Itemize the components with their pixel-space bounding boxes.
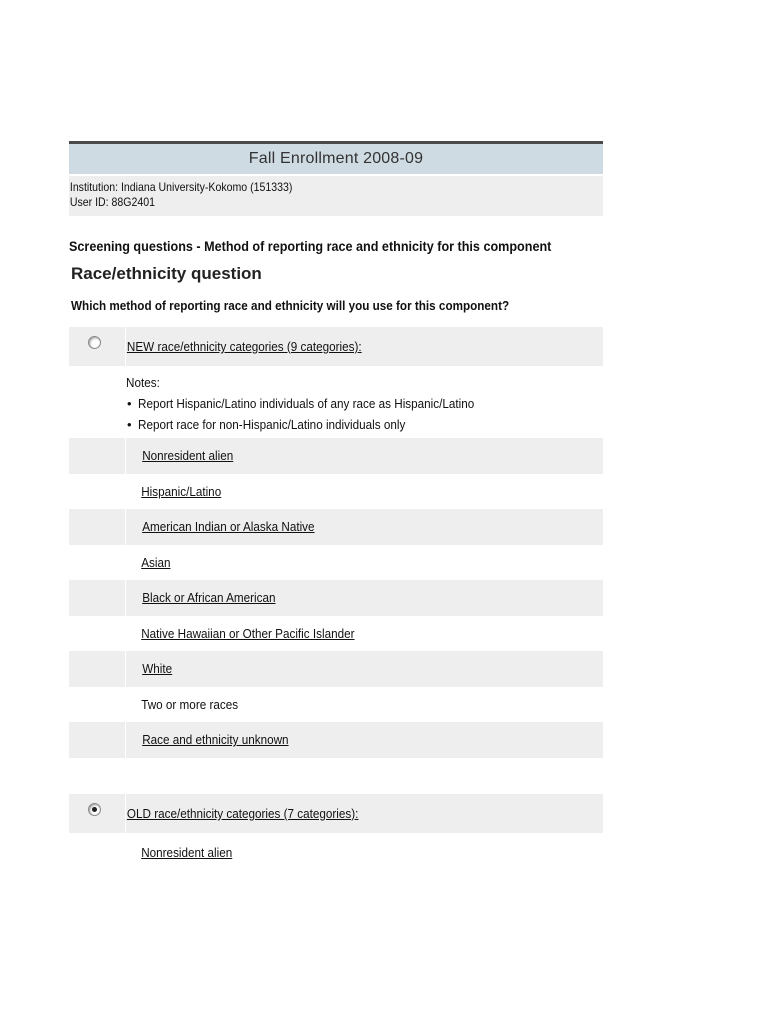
institution-info [69,176,603,216]
gutter-cell [69,545,125,581]
gutter-cell [69,687,125,723]
category-link-asian[interactable]: Asian [141,555,171,570]
category-two-or-more: Two or more races [141,697,239,712]
gutter-cell [69,438,126,474]
note-item [126,393,512,414]
category-row [69,722,603,758]
gutter-cell [69,835,125,871]
gutter-cell [69,651,126,687]
category-link-nonresident-alien[interactable]: Nonresident alien [142,448,234,463]
new-option-row[interactable] [69,327,603,366]
new-option-radio[interactable] [88,336,101,349]
user-id: User ID: 88G2401 [69,195,155,209]
gutter-cell [69,580,126,616]
notes-list [126,393,512,435]
form-title-bar [69,141,603,174]
radio-cell [69,794,126,833]
note-item [126,414,512,435]
bullet-icon: • [127,417,132,432]
category-row [69,545,603,581]
category-row [69,651,603,687]
notes-label: Notes: [126,375,160,390]
gutter-cell [69,616,125,652]
category-link-white[interactable]: White [142,661,173,676]
question-heading: Race/ethnicity question [71,264,262,283]
category-link-american-indian[interactable]: American Indian or Alaska Native [142,519,315,534]
gutter-cell [69,474,125,510]
category-link-unknown[interactable]: Race and ethnicity unknown [142,732,289,747]
question-text: Which method of reporting race and ethnicity will you use for this component? [71,298,510,313]
category-link-native-hawaiian[interactable]: Native Hawaiian or Other Pacific Islander [141,626,355,641]
note-text: Report race for non-Hispanic/Latino individuals only [138,417,406,432]
category-row [69,438,603,474]
category-row [69,580,603,616]
category-link-hispanic-latino[interactable]: Hispanic/Latino [141,484,222,499]
bullet-icon: • [127,396,132,411]
category-row [69,474,603,510]
category-row [69,687,603,723]
category-link-black[interactable]: Black or African American [142,590,276,605]
section-heading: Screening questions - Method of reporting race and ethnicity for this component [69,238,552,254]
gutter-cell [69,722,126,758]
category-row [69,509,603,545]
radio-cell [69,327,126,366]
old-category-link-nonresident-alien[interactable]: Nonresident alien [141,845,233,860]
old-option-label[interactable]: OLD race/ethnicity categories (7 categories): [126,806,359,821]
institution-name: Institution: Indiana University-Kokomo (151333) [69,180,293,194]
new-option-label[interactable]: NEW race/ethnicity categories (9 categories): [126,339,362,354]
notes [126,372,512,435]
category-row [69,835,603,871]
gutter-cell [69,509,126,545]
old-option-radio[interactable] [88,803,101,816]
category-row [69,616,603,652]
note-text: Report Hispanic/Latino individuals of any race as Hispanic/Latino [138,396,475,411]
form-title: Fall Enrollment 2008-09 [248,150,424,167]
old-option-row[interactable] [69,794,603,833]
